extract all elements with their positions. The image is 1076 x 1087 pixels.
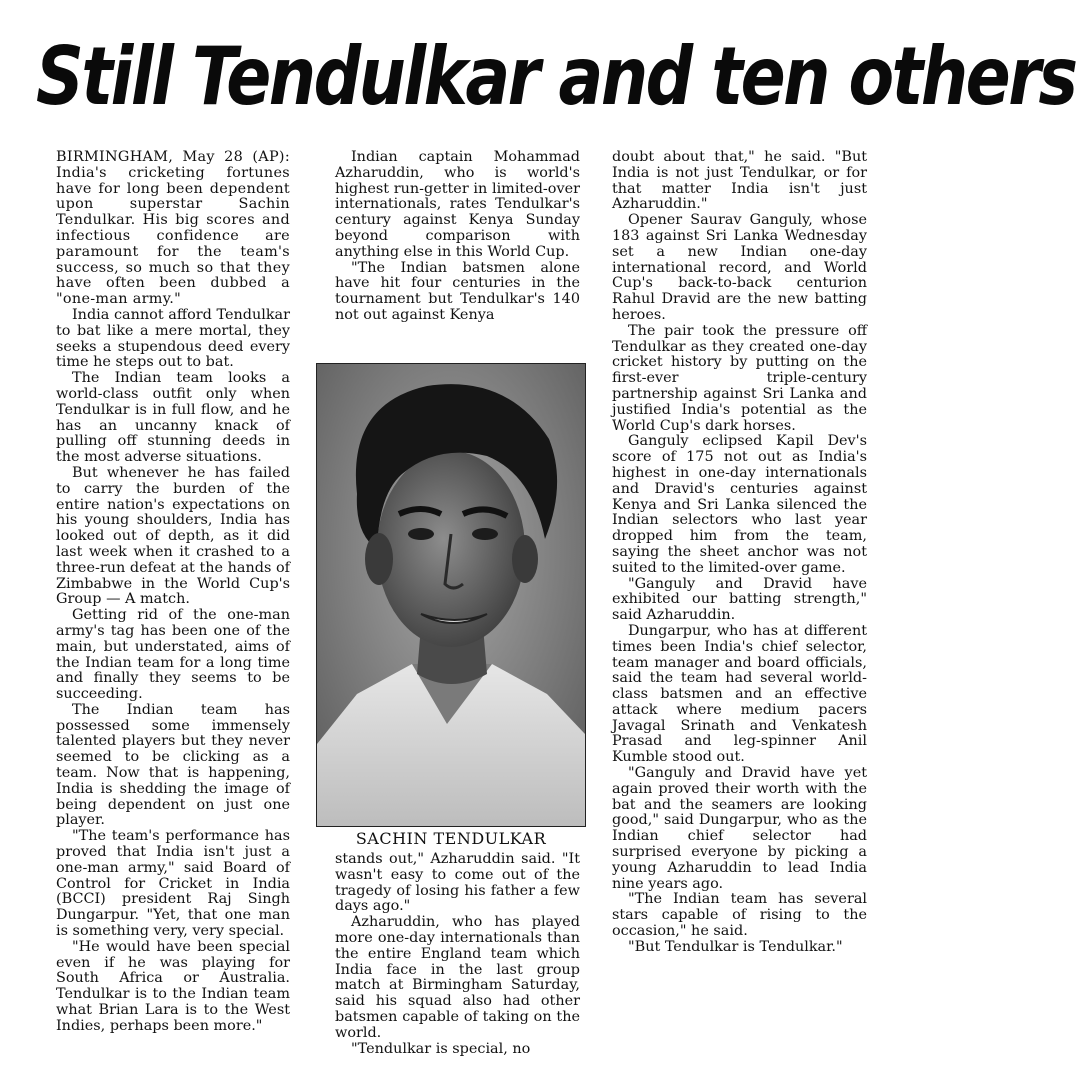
paragraph: Ganguly eclipsed Kapil Dev's score of 175 not out as India's highest in one-day internationals and Dravid's centuries against Kenya and Sri Lanka silenced the Indian selectors who last year dropped him from the team, saying the sheet anchor was not suited to the limited-over game. — [612, 433, 867, 576]
paragraph: Azharuddin, who has played more one-day internationals than the entire England team which India face in the last group match at Birmingham Saturday, said his squad also had other batsmen capable of taking on the world. — [335, 914, 580, 1041]
article-column-2-top — [335, 150, 580, 324]
headline: Still Tendulkar and ten others — [36, 30, 1076, 123]
paragraph: "The team's performance has proved that India isn't just a one-man army," said Board of Control for Cricket in India (BCCI) president Raj Singh Dungarpur. "Yet, that one man is something very, very special. — [56, 828, 290, 940]
paragraph: stands out," Azharuddin said. "It wasn't easy to come out of the tragedy of losing his father a few days ago." — [335, 851, 580, 915]
paragraph: "But Tendulkar is Tendulkar." — [628, 938, 843, 955]
paragraph: Indian captain Mohammad Azharuddin, who is world's highest run-getter in limited-over internationals, rates Tendulkar's century against Kenya Sunday beyond comparison with anything else in this World Cup. — [335, 149, 580, 260]
paragraph: The Indian team has possessed some immensely talented players but they never seemed to be clicking as a team. Now that is happening, India is shedding the image of being dependent on just one player. — [56, 701, 290, 829]
paragraph: "Ganguly and Dravid have exhibited our batting strength," said Azharuddin. — [612, 575, 867, 624]
paragraph: The Indian team looks a world-class outfit only when Tendulkar is in full flow, and he has an uncanny knack of pulling off stunning deeds in the most adverse situations. — [56, 370, 290, 466]
paragraph: India cannot afford Tendulkar to bat like a mere mortal, they seeks a stupendous deed every time he steps out to bat. — [56, 306, 290, 371]
article-column-1 — [56, 150, 290, 1035]
portrait-photo — [316, 363, 586, 827]
paragraph: Dungarpur, who has at different times been India's chief selector, team manager and board officials, said the team had several world-class batsmen and an effective attack where medium pacers Javagal Srinath and Venkatesh Prasad and leg-spinner Anil Kumble stood out. — [612, 622, 867, 766]
paragraph: "He would have been special even if he was playing for South Africa or Australia. Tendulkar is to the Indian team what Brian Lara is to the West Indies, perhaps been more." — [56, 938, 290, 1034]
article-column-2-bottom — [335, 852, 580, 1057]
paragraph: "Tendulkar is special, no — [351, 1040, 531, 1057]
paragraph: "Ganguly and Dravid have yet again proved their worth with the bat and the seamers are looking good," said Dungarpur, who as the Indian chief selector had surprised everyone by picking a young Azharuddin to lead India nine years ago. — [612, 765, 867, 892]
paragraph: The pair took the pressure off Tendulkar as they created one-day cricket history by putting on the first-ever triple-century partnership against Sri Lanka and justified India's potential as the World Cup's dark horses. — [612, 322, 867, 434]
paragraph: "The Indian team has several stars capable of rising to the occasion," he said. — [612, 891, 867, 940]
paragraph: doubt about that," he said. "But India is not just Tendulkar, or for that matter India isn't just Azharuddin." — [612, 149, 867, 213]
paragraph: Opener Saurav Ganguly, whose 183 against Sri Lanka Wednesday set a new Indian one-day international record, and World Cup's back-to-back centurion Rahul Dravid are the new batting heroes. — [612, 212, 867, 323]
article-column-3 — [612, 150, 867, 956]
paragraph: But whenever he has failed to carry the burden of the entire nation's expectations on his young shoulders, India has looked out of depth, as it did last week when it crashed to a three-run defeat at the hands of Zimbabwe in the World Cup's Group — A match. — [56, 464, 290, 608]
paragraph: BIRMINGHAM, May 28 (AP): India's cricketing fortunes have for long been dependent upon superstar Sachin Tendulkar. His big scores and infectious confidence are paramount for the team's success, so much so that they have often been dubbed a "one-man army." — [56, 149, 290, 308]
portrait-photo-image — [317, 364, 585, 826]
paragraph: "The Indian batsmen alone have hit four centuries in the tournament but Tendulkar's 140 not out against Kenya — [335, 259, 580, 323]
paragraph: Getting rid of the one-man army's tag has been one of the main, but understated, aims of the Indian team for a long time and finally they seems to be succeeding. — [56, 607, 290, 703]
photo-caption: SACHIN TENDULKAR — [355, 829, 547, 848]
